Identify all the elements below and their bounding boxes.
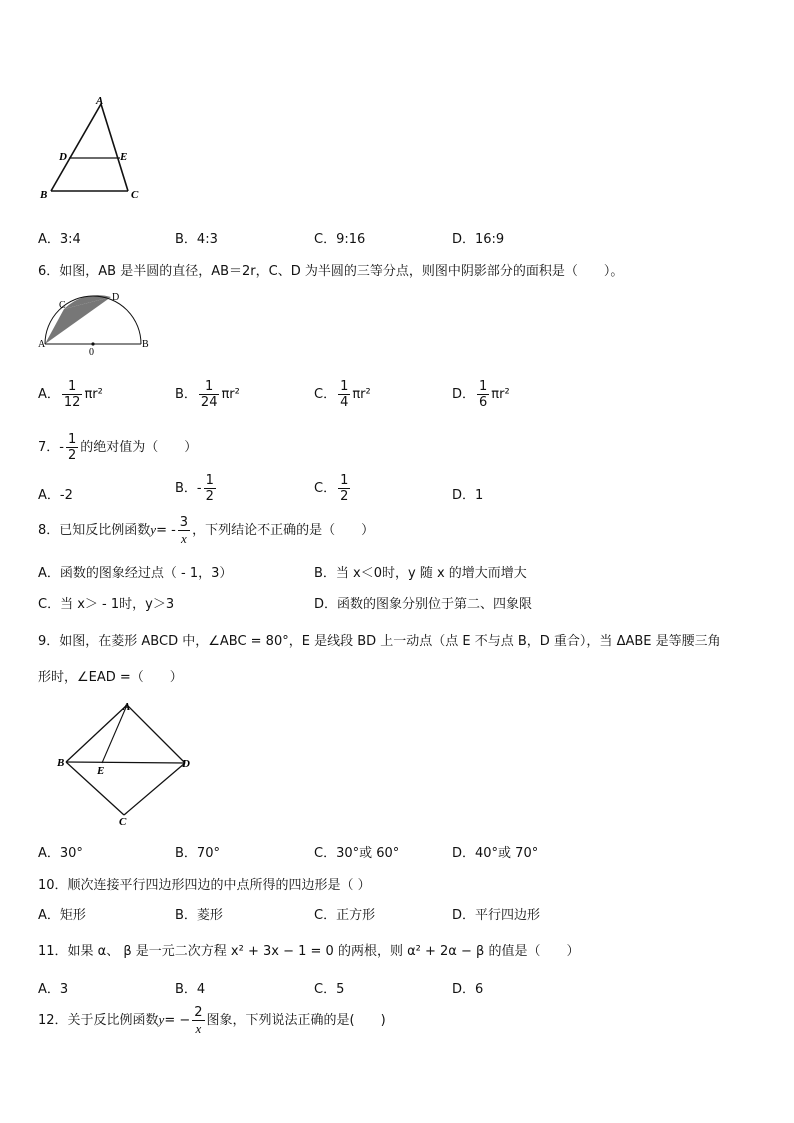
q8-option-b: B．当 x＜0时，y 随 x 的增大而增大 bbox=[314, 566, 527, 581]
q9-stem-line2: 形时，∠EAD =（ ） bbox=[38, 670, 183, 685]
q9-option-a: A．30° bbox=[38, 846, 83, 861]
label-a: A bbox=[38, 339, 46, 350]
q7-option-c: C． $\frac{1}{2}$ bbox=[314, 473, 349, 504]
label-a: A bbox=[96, 95, 104, 107]
triangle-figure bbox=[36, 90, 146, 202]
label-b: B bbox=[142, 339, 149, 350]
q9-option-c: C．30°或 60° bbox=[314, 846, 400, 861]
fraction: $\frac{1}{4}$ bbox=[340, 379, 349, 410]
label-b: B bbox=[40, 189, 48, 201]
q11-option-a: A．3 bbox=[38, 982, 69, 997]
label-e: E bbox=[97, 765, 105, 777]
label-o: 0 bbox=[89, 347, 94, 358]
fraction: $\frac{1}{24}$ bbox=[200, 379, 218, 410]
q6-stem: 6．如图，AB 是半圆的直径，AB＝2r，C、D 为半圆的三等分点，则图中阴影部分的面积是（ ）。 bbox=[38, 264, 624, 279]
q7-option-d: D．1 bbox=[452, 488, 484, 503]
fraction: $\frac{1}{12}$ bbox=[63, 379, 81, 410]
fraction: $\frac{1}{2}$ bbox=[205, 473, 214, 504]
q12-stem: 12．关于反比例函数y= − $\frac{2}{x}$ 图象，下列说法正确的是( ) bbox=[38, 1005, 386, 1036]
q6-option-d: D． $\frac{1}{6}$ πr² bbox=[452, 379, 510, 410]
q6-option-a: A． $\frac{1}{12}$ πr² bbox=[38, 379, 103, 410]
q8-option-c: C．当 x＞ - 1时，y＞3 bbox=[38, 597, 175, 612]
rhombus-figure bbox=[54, 698, 204, 830]
q7-option-b: B．- $\frac{1}{2}$ bbox=[175, 473, 214, 504]
label-a: A bbox=[123, 701, 131, 713]
fraction: $\frac{1}{6}$ bbox=[479, 379, 488, 410]
q9-option-d: D．40°或 70° bbox=[452, 846, 539, 861]
q8-option-d: D．函数的图象分别位于第二、四象限 bbox=[314, 597, 533, 612]
q5-option-d: D．16:9 bbox=[452, 232, 505, 247]
label-c: C bbox=[119, 816, 127, 828]
q10-stem: 10．顺次连接平行四边形四边的中点所得的四边形是（ ） bbox=[38, 878, 371, 893]
q7-stem: 7．- $\frac{1}{2}$ 的绝对值为（ ） bbox=[38, 432, 198, 463]
label-c: C bbox=[59, 300, 66, 311]
q10-option-c: C．正方形 bbox=[314, 908, 376, 923]
q11-option-d: D．6 bbox=[452, 982, 484, 997]
q8-option-a: A．函数的图象经过点（ - 1，3） bbox=[38, 566, 233, 581]
semicircle-figure bbox=[36, 288, 156, 358]
q11-stem: 11．如果 α、 β 是一元二次方程 x² + 3x − 1 = 0 的两根，则 α² + 2α − β 的值是（ ） bbox=[38, 944, 580, 959]
q6-option-b: B． $\frac{1}{24}$ πr² bbox=[175, 379, 240, 410]
q10-option-d: D．平行四边形 bbox=[452, 908, 541, 923]
fraction: $\frac{1}{2}$ bbox=[340, 473, 349, 504]
label-e: E bbox=[120, 151, 128, 163]
label-d: D bbox=[59, 151, 67, 163]
fraction: $\frac{1}{2}$ bbox=[67, 432, 77, 463]
q7-option-a: A．-2 bbox=[38, 488, 73, 503]
q11-option-b: B．4 bbox=[175, 982, 206, 997]
q11-option-c: C．5 bbox=[314, 982, 345, 997]
q5-option-c: C．9:16 bbox=[314, 232, 366, 247]
label-d: D bbox=[182, 758, 190, 770]
label-b: B bbox=[57, 757, 65, 769]
q5-option-b: B．4:3 bbox=[175, 232, 218, 247]
q10-option-a: A．矩形 bbox=[38, 908, 86, 923]
q6-option-c: C． $\frac{1}{4}$ πr² bbox=[314, 379, 371, 410]
q10-option-b: B．菱形 bbox=[175, 908, 223, 923]
label-c: C bbox=[131, 189, 139, 201]
fraction: $\frac{2}{x}$ bbox=[194, 1005, 203, 1036]
q9-stem-line1: 9．如图，在菱形 ABCD 中，∠ABC = 80°，E 是线段 BD 上一动点（点 E 不与点 B，D 重合），当 ΔABE 是等腰三角 bbox=[38, 634, 721, 649]
q9-option-b: B．70° bbox=[175, 846, 220, 861]
fraction: $\frac{3}{x}$ bbox=[179, 515, 189, 546]
label-d: D bbox=[112, 292, 120, 303]
q8-stem: 8．已知反比例函数y= - $\frac{3}{x}$ ，下列结论不正确的是（ ） bbox=[38, 515, 375, 546]
q5-option-a: A．3:4 bbox=[38, 232, 81, 247]
